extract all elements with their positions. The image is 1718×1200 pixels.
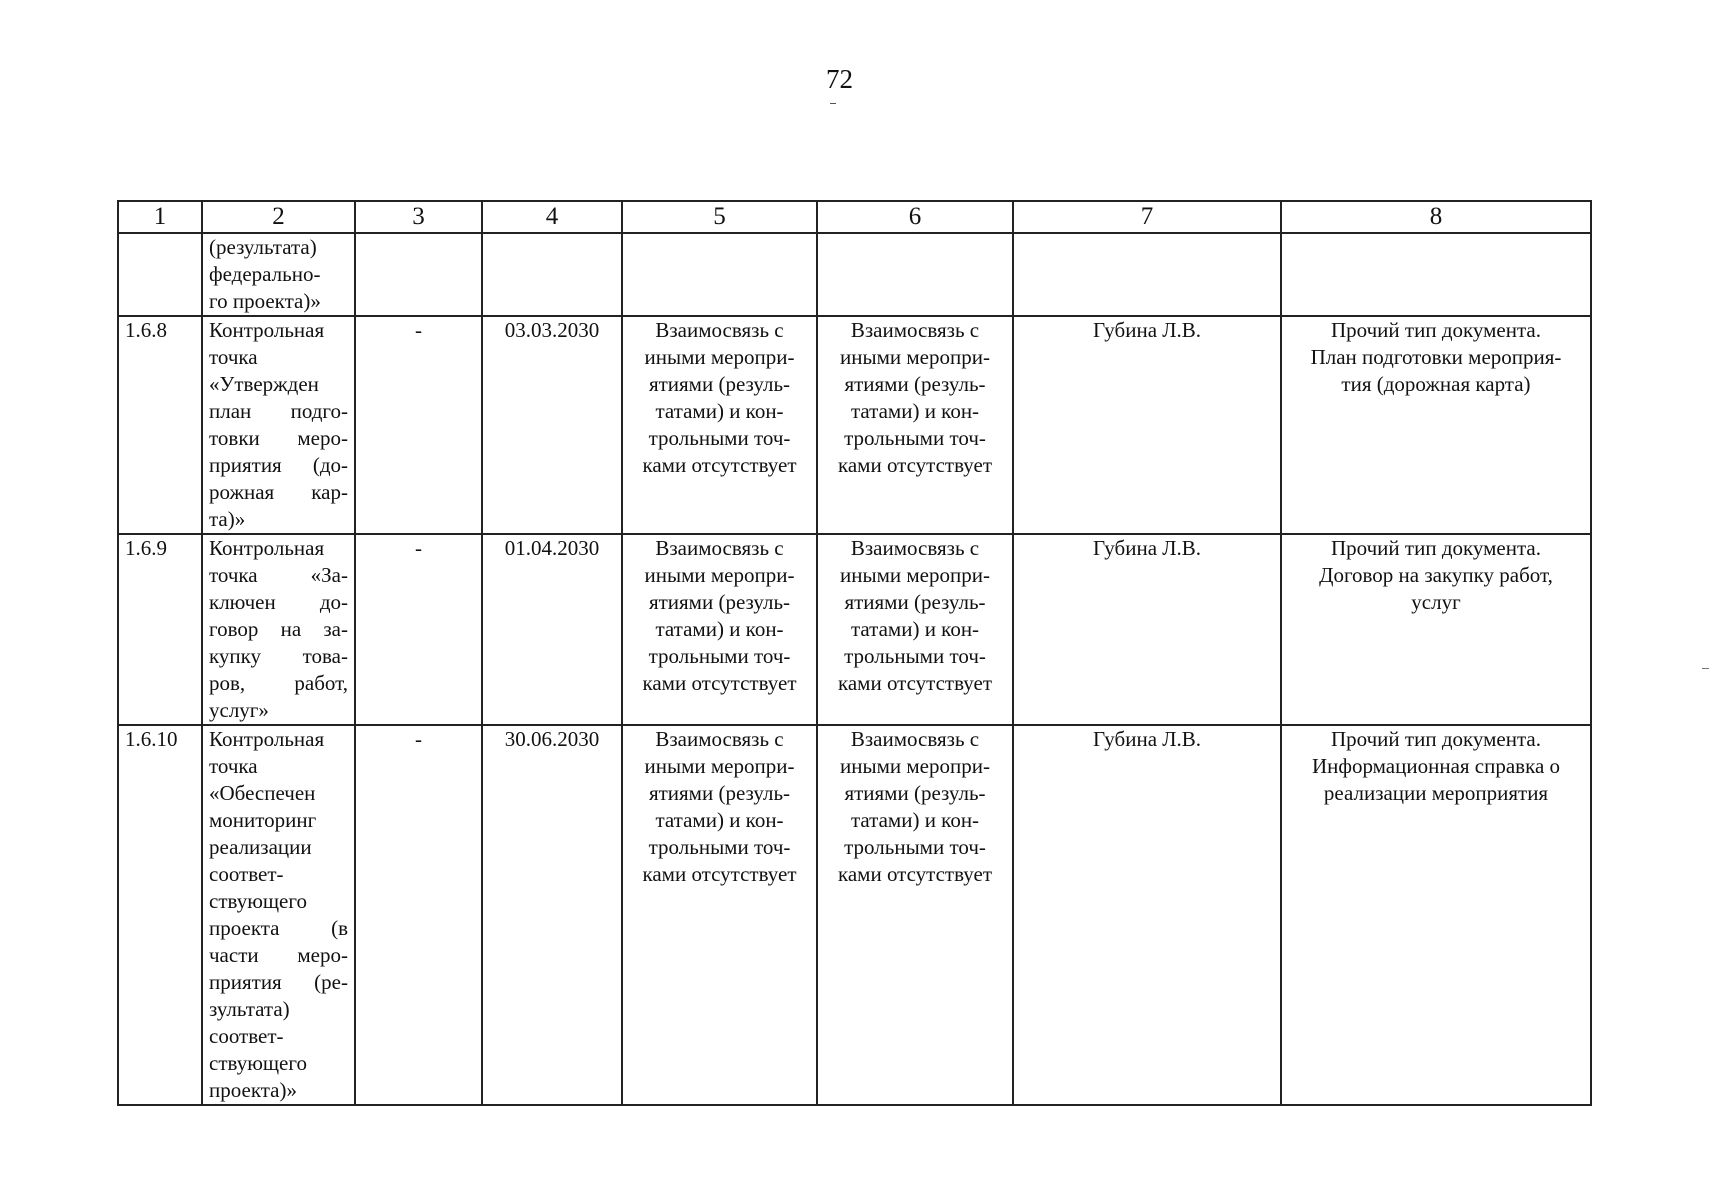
document-table: [117, 200, 1592, 1106]
cell-col3: -: [355, 725, 482, 1105]
text-line: татами) и кон-: [850, 399, 980, 423]
header-col-4: 4: [482, 201, 622, 233]
text-line: ключен до-: [209, 590, 348, 614]
text-line: Взаимосвязь с: [850, 318, 980, 342]
cell-document: [1281, 316, 1591, 534]
header-col-6: 6: [817, 201, 1013, 233]
text-line: соответ-: [209, 1024, 284, 1048]
cell-responsible: Губина Л.В.: [1013, 316, 1281, 534]
text-line: иными меропри-: [840, 563, 990, 587]
text-line: ятиями (резуль-: [648, 781, 791, 805]
text-line: Взаимосвязь с: [655, 727, 784, 751]
text-line: услуг: [1411, 590, 1461, 614]
cell-responsible: [1013, 233, 1281, 316]
text-line: трольными точ-: [648, 426, 791, 450]
cell-responsible: Губина Л.В.: [1013, 534, 1281, 725]
text-line: Договор на закупку работ,: [1319, 563, 1553, 587]
text-line: реализации мероприятия: [1323, 781, 1549, 805]
cell-col6: [817, 316, 1013, 534]
text-line: точка «За-: [209, 563, 348, 587]
text-line: трольными точ-: [648, 644, 791, 668]
text-line: иными меропри-: [644, 345, 795, 369]
cell-col5: [622, 233, 817, 316]
text-line: татами) и кон-: [655, 399, 784, 423]
text-line: части меро-: [209, 943, 348, 967]
text-line: Взаимосвязь с: [850, 536, 980, 560]
cell-name: [202, 534, 355, 725]
text-line: ятиями (резуль-: [648, 372, 791, 396]
text-line: рожная кар-: [209, 480, 348, 504]
text-line: Взаимосвязь с: [850, 727, 980, 751]
table-row-continuation: [118, 233, 1591, 316]
text-line: ками отсутствует: [642, 671, 797, 695]
text-line: точка: [209, 345, 258, 369]
header-col-2: 2: [202, 201, 355, 233]
header-col-1: 1: [118, 201, 202, 233]
text-line: говор на за-: [209, 617, 348, 641]
cell-document: [1281, 725, 1591, 1105]
text-line: (результата): [209, 235, 317, 259]
text-line: татами) и кон-: [655, 808, 784, 832]
margin-mark: [1702, 668, 1709, 669]
text-line: ятиями (резуль-: [844, 372, 986, 396]
text-line: ятиями (резуль-: [844, 781, 986, 805]
text-line: ками отсутствует: [837, 453, 993, 477]
text-line: проекта (в: [209, 916, 348, 940]
table-row: [118, 725, 1591, 1105]
cell-num: 1.6.9: [118, 534, 202, 725]
header-row: [118, 201, 1591, 233]
cell-date: 01.04.2030: [482, 534, 622, 725]
cell-name: [202, 233, 355, 316]
text-line: проекта)»: [209, 1078, 297, 1102]
cell-col5: [622, 725, 817, 1105]
text-line: зультата): [209, 997, 290, 1021]
cell-col5: [622, 316, 817, 534]
cell-responsible: Губина Л.В.: [1013, 725, 1281, 1105]
cell-col5: [622, 534, 817, 725]
text-line: ятиями (резуль-: [844, 590, 986, 614]
text-line: Прочий тип документа.: [1331, 536, 1541, 560]
text-line: приятия (ре-: [209, 970, 348, 994]
cell-date: 30.06.2030: [482, 725, 622, 1105]
text-line: иными меропри-: [644, 563, 795, 587]
text-line: та)»: [209, 507, 246, 531]
text-line: ров, работ,: [209, 671, 348, 695]
cell-num: 1.6.10: [118, 725, 202, 1105]
cell-col6: [817, 534, 1013, 725]
text-line: трольными точ-: [844, 835, 986, 859]
text-line: татами) и кон-: [655, 617, 784, 641]
header-col-5: 5: [622, 201, 817, 233]
text-line: го проекта)»: [209, 289, 321, 313]
header-col-8: 8: [1281, 201, 1591, 233]
text-line: ствующего: [209, 889, 307, 913]
cell-num: 1.6.8: [118, 316, 202, 534]
text-line: иными меропри-: [840, 754, 990, 778]
cell-name: [202, 725, 355, 1105]
text-line: Контрольная: [209, 318, 325, 342]
page-number-mark: [830, 103, 836, 104]
text-line: мониторинг: [209, 808, 317, 832]
text-line: трольными точ-: [648, 835, 791, 859]
text-line: План подготовки мероприя-: [1310, 345, 1562, 369]
text-line: товки меро-: [209, 426, 348, 450]
text-line: реализации: [209, 835, 312, 859]
cell-date: 03.03.2030: [482, 316, 622, 534]
page-number: 72: [826, 64, 853, 94]
text-line: тия (дорожная карта): [1341, 372, 1531, 396]
text-line: «Обеспечен: [209, 781, 316, 805]
text-line: ками отсутствует: [642, 862, 797, 886]
text-line: Прочий тип документа.: [1331, 727, 1541, 751]
cell-col6: [817, 725, 1013, 1105]
text-line: трольными точ-: [844, 644, 986, 668]
text-line: соответ-: [209, 862, 284, 886]
text-line: приятия (до-: [209, 453, 348, 477]
table-row: [118, 316, 1591, 534]
text-line: федерально-: [209, 262, 321, 286]
header-col-7: 7: [1013, 201, 1281, 233]
text-line: «Утвержден: [209, 372, 319, 396]
cell-document: [1281, 534, 1591, 725]
text-line: Контрольная: [209, 536, 325, 560]
table-row: [118, 534, 1591, 725]
cell-col3: -: [355, 316, 482, 534]
text-line: трольными точ-: [844, 426, 986, 450]
text-line: Прочий тип документа.: [1331, 318, 1541, 342]
text-line: ками отсутствует: [837, 671, 993, 695]
text-line: татами) и кон-: [850, 617, 980, 641]
text-line: Взаимосвязь с: [655, 318, 784, 342]
cell-col3: [355, 233, 482, 316]
text-line: Контрольная: [209, 727, 325, 751]
text-line: ками отсутствует: [837, 862, 993, 886]
text-line: ствующего: [209, 1051, 307, 1075]
text-line: иными меропри-: [644, 754, 795, 778]
text-line: иными меропри-: [840, 345, 990, 369]
text-line: Информационная справка о: [1311, 754, 1561, 778]
text-line: услуг»: [209, 698, 269, 722]
cell-date: [482, 233, 622, 316]
text-line: ками отсутствует: [642, 453, 797, 477]
text-line: ятиями (резуль-: [648, 590, 791, 614]
cell-col6: [817, 233, 1013, 316]
text-line: татами) и кон-: [850, 808, 980, 832]
text-line: план подго-: [209, 399, 348, 423]
cell-name: [202, 316, 355, 534]
cell-num: [118, 233, 202, 316]
text-line: купку това-: [209, 644, 348, 668]
cell-col3: -: [355, 534, 482, 725]
text-line: Взаимосвязь с: [655, 536, 784, 560]
header-col-3: 3: [355, 201, 482, 233]
text-line: точка: [209, 754, 258, 778]
cell-document: [1281, 233, 1591, 316]
